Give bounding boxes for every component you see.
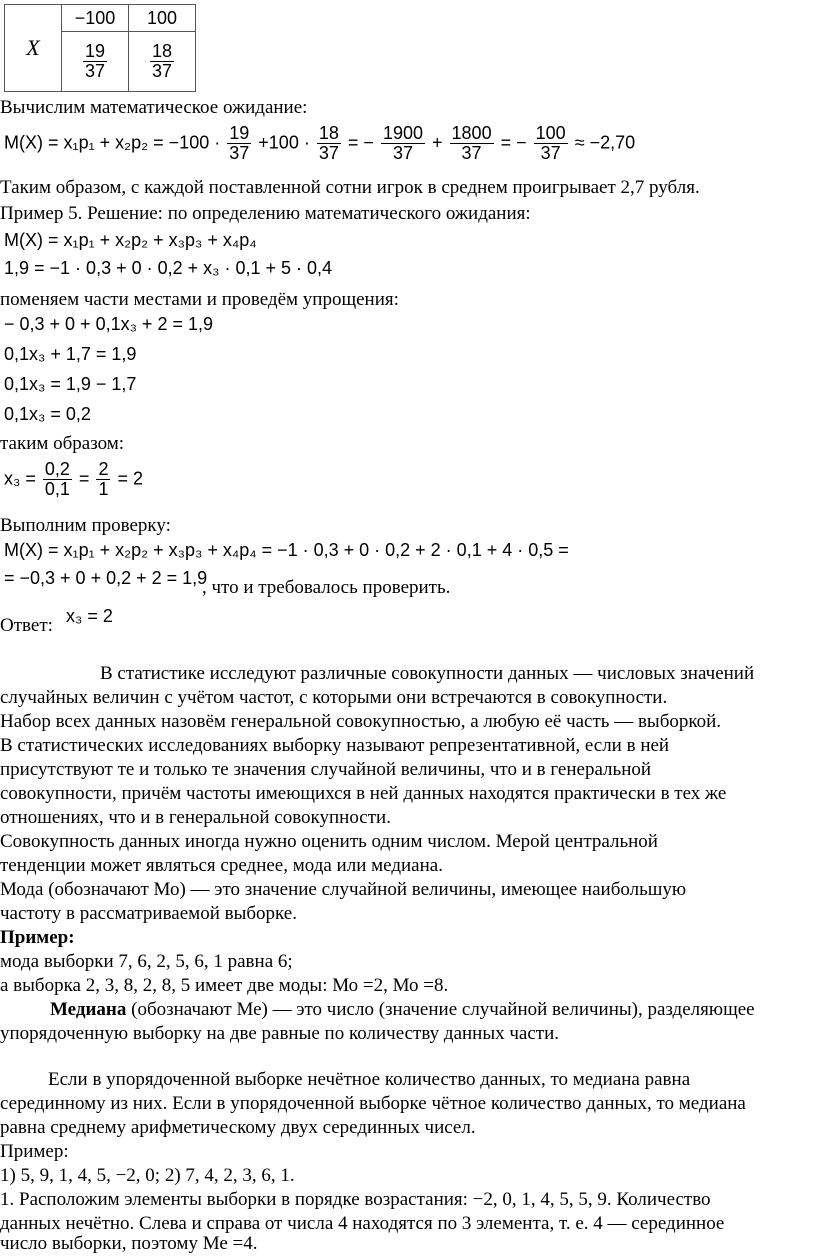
paragraph-solution-l1: 1. Расположим элементы выборки в порядке возрастания: −2, 0, 1, 4, 5, 5, 9. Количество — [0, 1189, 711, 1210]
formula-expectation-1: M(X) = x₁p₁ + x₂p₂ = −100 · $\frac{19}{37}$ +100 · $\frac{18}{37}$ = − $\frac{1900}{37}$ + $\frac{1800}{37}$ = − $\frac{100}{37}$ ≈ −2,70 — [4, 123, 636, 163]
paragraph-representative-l2: присутствуют те и только те значения случайной величины, что и в генеральной — [0, 759, 652, 780]
paragraph-mode-example-2: а выборка 2, 3, 8, 2, 8, 5 имеет две моды: Мо =2, Мо =8. — [0, 975, 449, 996]
formula-step-2: 0,1x₃ + 1,7 = 1,9 — [4, 344, 137, 364]
paragraph-median-l2: упорядоченную выборку на две равные по количеству данных части. — [0, 1023, 559, 1044]
formula-check-1: M(X) = x₁p₁ + x₂p₂ + x₃p₃ + x₄p₄ = −1 · 0,3 + 0 · 0,2 + 2 · 0,1 + 4 · 0,5 = — [4, 540, 569, 560]
formula-check-2: = −0,3 + 0 + 0,2 + 2 = 1,9 — [4, 568, 208, 588]
heading-example: Пример: — [0, 927, 75, 948]
formula-substitution: 1,9 = −1 · 0,3 + 0 · 0,2 + x₃ · 0,1 + 5 · 0,4 — [4, 258, 333, 278]
text-check: Выполним проверку: — [0, 515, 171, 536]
paragraph-statistics-l1: В статистике исследуют различные совокупности данных — числовых значений — [100, 663, 755, 684]
paragraph-median-l1: Медиана (обозначают Ме) — это число (значение случайной величины), разделяющее — [50, 999, 755, 1020]
paragraph-mode-l1: Мода (обозначают Мо) — это значение случайной величины, имеющее наибольшую — [0, 879, 687, 900]
table-prob-cell: $\frac{19}{37}$ — [62, 32, 129, 92]
paragraph-solution-l2: данных нечётно. Слева и справа от числа 4 находятся по 3 элемента, т. е. 4 — серединное — [0, 1213, 725, 1234]
paragraph-solution-l3: число выборки, поэтому Ме =4. — [0, 1233, 258, 1254]
paragraph-median-rule-l2: серединному из них. Если в упорядоченной выборке чётное количество данных, то медиана — [0, 1093, 746, 1114]
paragraph-mode-l2: частоту в рассматриваемой выборке. — [0, 903, 297, 924]
paragraph-central-l2: тенденции может являться среднее, мода или медиана. — [0, 855, 443, 876]
paragraph-samples: 1) 5, 9, 1, 4, 5, −2, 0; 2) 7, 4, 2, 3, 6, 1. — [0, 1165, 295, 1186]
text-swap: поменяем части местами и проведём упрощения: — [0, 289, 399, 310]
text-conclusion: Таким образом, с каждой поставленной сотни игрок в среднем проигрывает 2,7 рубля. — [0, 177, 700, 198]
paragraph-mode-example-1: мода выборки 7, 6, 2, 5, 6, 1 равна 6; — [0, 951, 293, 972]
table-variable-cell: X — [5, 5, 62, 92]
table-value-cell: 100 — [129, 5, 196, 32]
paragraph-median-rule-l3: равна среднему арифметическому двух серединных чисел. — [0, 1117, 476, 1138]
text-calc-expectation: Вычислим математическое ожидание: — [0, 97, 308, 118]
formula-definition: M(X) = x₁p₁ + x₂p₂ + x₃p₃ + x₄p₄ — [4, 230, 257, 250]
text-thus: таким образом: — [0, 433, 125, 454]
table-value-cell: −100 — [62, 5, 129, 32]
paragraph-representative-l3: совокупности, причём частоты имеющихся в ней данных находятся практически в тех же — [0, 783, 727, 804]
distribution-table — [4, 4, 196, 92]
paragraph-representative-l4: отношениях, что и в генеральной совокупности. — [0, 807, 391, 828]
paragraph-central-l1: Совокупность данных иногда нужно оценить одним числом. Мерой центральной — [0, 831, 658, 852]
text-example-2: Пример: — [0, 1141, 69, 1162]
formula-step-4: 0,1x₃ = 0,2 — [4, 404, 91, 424]
paragraph-median-rule-l1: Если в упорядоченной выборке нечётное количество данных, то медиана равна — [48, 1069, 691, 1090]
formula-step-3: 0,1x₃ = 1,9 − 1,7 — [4, 374, 137, 394]
text-example-5: Пример 5. Решение: по определению математического ожидания: — [0, 203, 531, 224]
paragraph-sample: Набор всех данных назовём генеральной совокупностью, а любую её часть — выборкой. — [0, 711, 722, 732]
paragraph-statistics-l2: случайных величин с учётом частот, с которыми они встречаются в совокупности. — [0, 687, 668, 708]
text-answer: Ответ: — [0, 615, 53, 636]
formula-x3: x₃ = $\frac{0,2}{0,1}$ = $\frac{2}{1}$ = 2 — [4, 459, 143, 499]
text-checked: , что и требовалось проверить. — [202, 577, 451, 598]
formula-answer: x₃ = 2 — [66, 606, 113, 626]
formula-step-1: − 0,3 + 0 + 0,1x₃ + 2 = 1,9 — [4, 314, 213, 334]
table-prob-cell: $\frac{18}{37}$ — [129, 32, 196, 92]
paragraph-representative-l1: В статистических исследованиях выборку называют репрезентативной, если в ней — [0, 735, 670, 756]
